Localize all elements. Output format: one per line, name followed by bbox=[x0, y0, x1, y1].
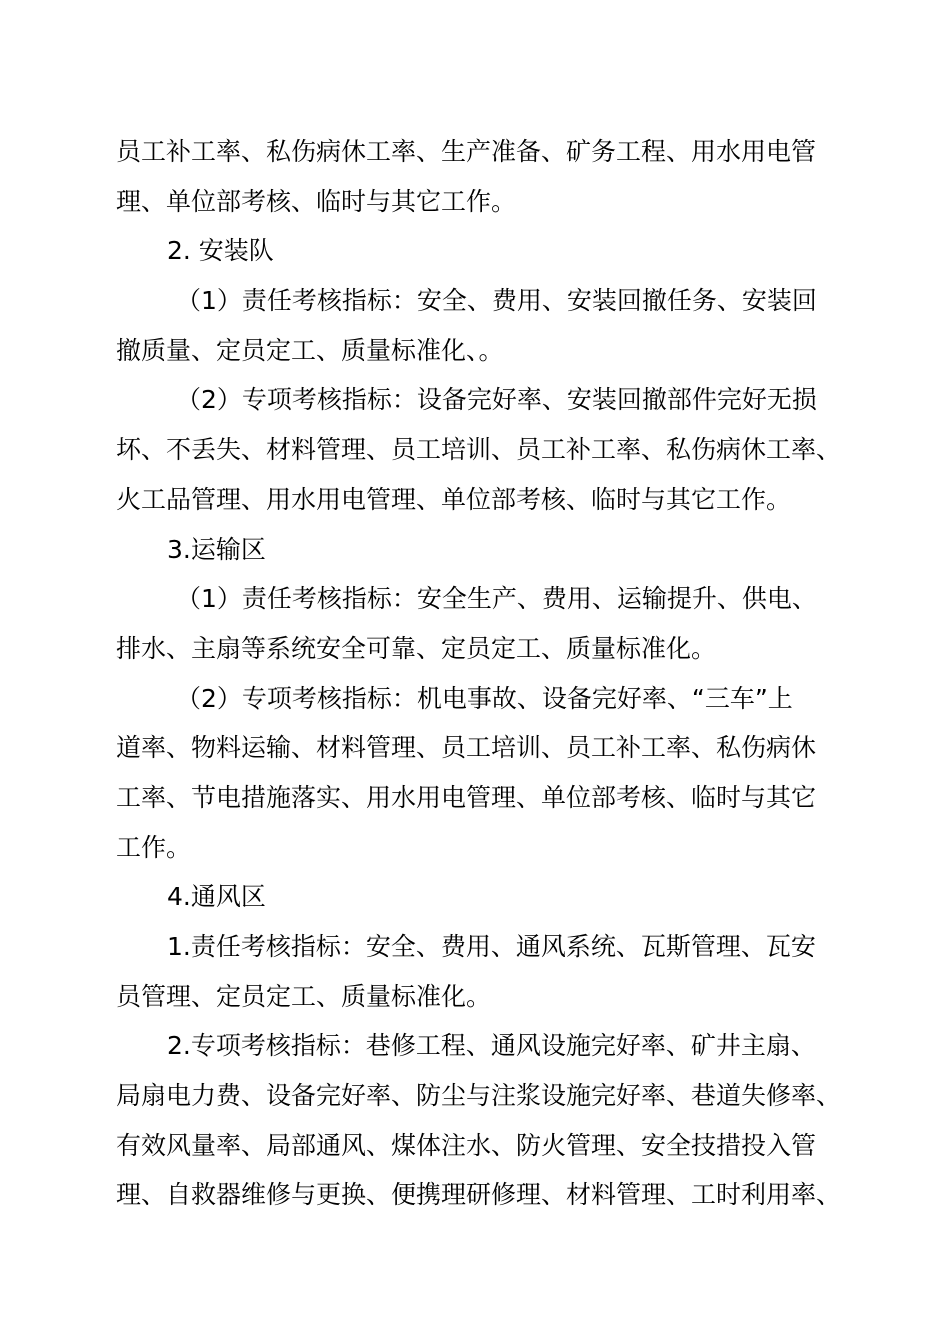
text-line: 撤质量、定员定工、质量标准化、。 bbox=[116, 335, 504, 365]
text-line: 有效风量率、局部通风、煤体注水、防火管理、安全技措投入管 bbox=[116, 1130, 817, 1160]
text-line: 局扇电力费、设备完好率、防尘与注浆设施完好率、巷道失修率、 bbox=[116, 1081, 842, 1111]
text-line: （2）专项考核指标：设备完好率、安装回撤部件完好无损 bbox=[176, 385, 817, 415]
section-heading: 4.通风区 bbox=[167, 882, 266, 912]
text-line: 理、自救器维修与更换、便携理研修理、材料管理、工时利用率、 bbox=[116, 1180, 842, 1210]
text-line: （1）责任考核指标：安全生产、费用、运输提升、供电、 bbox=[176, 584, 817, 614]
text-line: 排水、主扇等系统安全可靠、定员定工、质量标准化。 bbox=[116, 633, 717, 663]
text-line: 火工品管理、用水用电管理、单位部考核、临时与其它工作。 bbox=[116, 484, 792, 514]
text-line: 工率、节电措施落实、用水用电管理、单位部考核、临时与其它 bbox=[116, 782, 817, 812]
text-line: 坏、不丢失、材料管理、员工培训、员工补工率、私伤病休工率、 bbox=[116, 435, 842, 465]
section-heading: 3.运输区 bbox=[167, 534, 266, 564]
text-line: 理、单位部考核、临时与其它工作。 bbox=[116, 186, 517, 216]
text-line: （2）专项考核指标：机电事故、设备完好率、“三车”上 bbox=[176, 683, 793, 713]
text-line: 员工补工率、私伤病休工率、生产准备、矿务工程、用水用电管 bbox=[116, 137, 817, 166]
text-line: 2.专项考核指标：巷修工程、通风设施完好率、矿井主扇、 bbox=[167, 1031, 816, 1061]
section-heading: 2. 安装队 bbox=[167, 236, 274, 266]
text-line: 员管理、定员定工、质量标准化。 bbox=[116, 981, 492, 1011]
text-line: 道率、物料运输、材料管理、员工培训、员工补工率、私伤病休 bbox=[116, 733, 817, 763]
text-line: （1）责任考核指标：安全、费用、安装回撤任务、安装回 bbox=[176, 286, 817, 316]
document-body bbox=[116, 127, 846, 1220]
text-line: 工作。 bbox=[116, 832, 192, 862]
text-line: 1.责任考核指标：安全、费用、通风系统、瓦斯管理、瓦安 bbox=[167, 932, 816, 961]
